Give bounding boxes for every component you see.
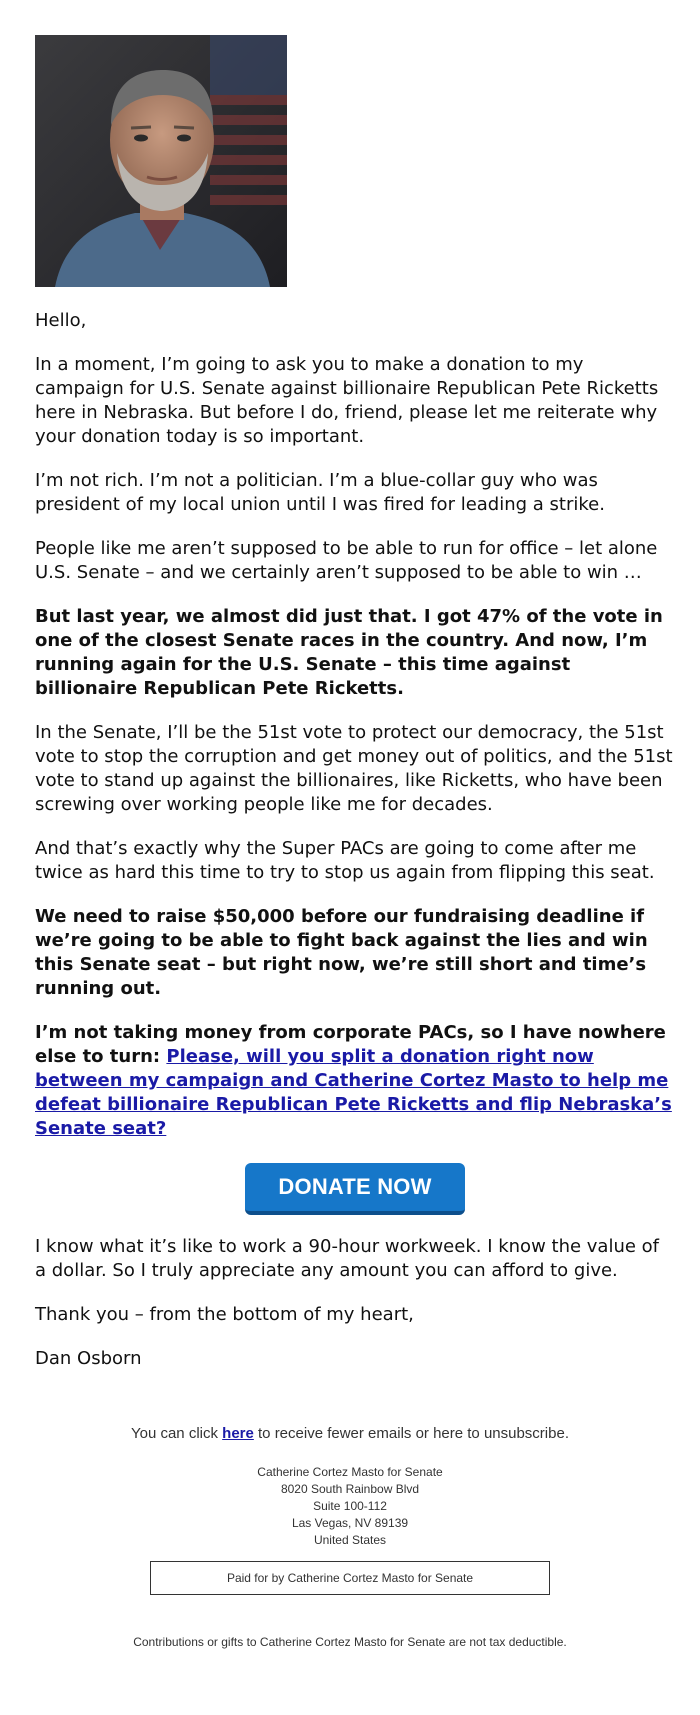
paragraph-ask — [35, 1021, 675, 1141]
unsubscribe-line — [0, 1425, 700, 1442]
paid-for-disclaimer-box: Paid for by Catherine Cortez Masto for Senate — [150, 1561, 550, 1595]
ask-lead-text: I’m not taking money from corporate PACs, so I have nowhere else to turn: — [35, 1022, 666, 1067]
paragraph-51st-vote: In the Senate, I’ll be the 51st vote to protect our democracy, the 51st vote to stop the corruption and get money out of politics, and the 51st vote to stand up against the billionaires, like Ricketts, who have been screwing over working people like me for decades. — [35, 722, 673, 815]
unsub-pre-text: You can click — [130, 1425, 223, 1442]
donate-now-button[interactable]: DONATE NOW — [245, 1163, 465, 1215]
address-line-country: United States — [313, 1533, 387, 1547]
paragraph-intro: In a moment, I’m going to ask you to make a donation to my campaign for U.S. Senate against billionaire Republican Pete Ricketts here in Nebraska. But before I do, friend, please let me reiterate why your donation today is so important. — [35, 354, 659, 447]
portrait-image — [35, 35, 287, 287]
paragraph-fundraising-goal: We need to raise $50,000 before our fundraising deadline if we’re going to be able to fight back against the lies and win this Senate seat – but right now, we’re still short and time’s running out. — [35, 906, 648, 999]
fewer-emails-link[interactable]: here — [222, 1425, 254, 1442]
tax-disclaimer: Contributions or gifts to Catherine Cortez Masto for Senate are not tax deductible. — [133, 1635, 567, 1649]
email-body — [35, 35, 675, 1391]
paragraph-odds: People like me aren’t supposed to be able to run for office – let alone U.S. Senate – and we certainly aren’t supposed to be able to win … — [35, 538, 658, 583]
candidate-portrait — [35, 35, 287, 287]
address-line-org: Catherine Cortez Masto for Senate — [257, 1465, 443, 1479]
address-line-suite: Suite 100-112 — [313, 1499, 387, 1513]
paragraph-appreciation: I know what it’s like to work a 90-hour workweek. I know the value of a dollar. So I truly appreciate any amount you can afford to give. — [35, 1236, 660, 1281]
paragraph-super-pacs: And that’s exactly why the Super PACs are going to come after me twice as hard this time to try to stop us again from flipping this seat. — [35, 838, 655, 883]
mailing-address — [0, 1464, 700, 1549]
address-line-city: Las Vegas, NV 89139 — [291, 1516, 409, 1530]
donate-button-wrapper — [35, 1163, 675, 1215]
unsub-post-text: to receive fewer emails or here to unsubscribe. — [253, 1425, 569, 1442]
email-footer — [0, 1425, 700, 1649]
closing-line: Thank you – from the bottom of my heart, — [35, 1304, 414, 1325]
paragraph-last-year: But last year, we almost did just that. I got 47% of the vote in one of the closest Senate races in the country. And now, I’m running again for the U.S. Senate – this time against billionaire Republican Pete Ricketts. — [35, 606, 663, 699]
address-line-street: 8020 South Rainbow Blvd — [280, 1482, 420, 1496]
signature: Dan Osborn — [35, 1348, 142, 1369]
paragraph-background: I’m not rich. I’m not a politician. I’m a blue-collar guy who was president of my local union until I was fired for leading a strike. — [35, 470, 605, 515]
split-donation-link[interactable]: Please, will you split a donation right now between my campaign and Catherine Cortez Masto to help me defeat billionaire Republican Pete Ricketts and flip Nebraska’s Senate seat? — [35, 1046, 672, 1139]
greeting: Hello, — [35, 310, 87, 331]
